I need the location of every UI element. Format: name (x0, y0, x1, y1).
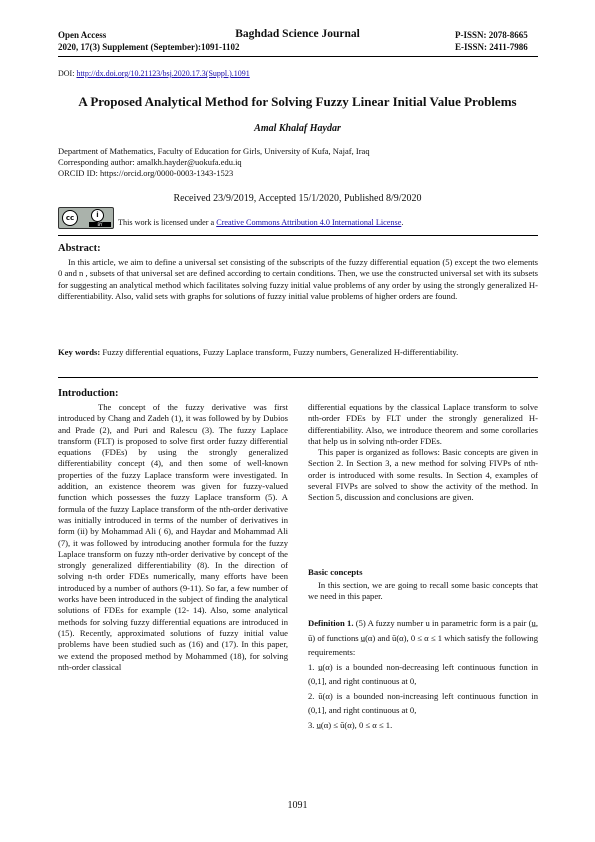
header-journal-name: Baghdad Science Journal (235, 28, 360, 40)
affiliation-department: Department of Mathematics, Faculty of Education for Girls, University of Kufa, Najaf, Iraq (58, 146, 370, 156)
intro-paragraph-1: The concept of the fuzzy derivative was first introduced by Chang and Zadeh (1), it was followed by by Dubios and Prade (2), and Puri and Ralescu (3). The fuzzy Laplace transform (FLT) is proposed to solve first order fuzzy differential equations (FDEs) by using the strongly generalized differentiability concept (4), and then some of well-known properties of the fuzzy Laplace transform were investigated. In addition, an existence theorem was given for fuzzy-valued function which possesses the fuzzy Laplace transform (5). A formula of the fuzzy Laplace transform of the nth-order derivative was initially introduced in terms of the number of derivatives in form (ii) by Mohammad Ali ( 6), and Haydar and Mohammad Ali (7), it was followed by introducing another formula for the fuzzy Laplace transform on fuzzy nth-order derivative by concept of the strongly generalized differentiability (8). In the direction of solving n-th order FDEs numerically, many efforts have been introduced by a number of authors (9-11). So far, a few number of works have been introduced in the subject of finding the analytical solutions of FDEs for example (12- 14). Also, some analytical methods for solving fuzzy differential equations are introduced in (15). Recently, approximated solutions of fuzzy initial value problems have been studied such as (16) and (17). In this paper, we extend the proposed method by Mohammed (18), for solving nth-order classical (58, 402, 288, 672)
definition-1-intro: (5) A fuzzy number u in parametric form is a pair (u̲, ū) of functions u̲(α) and ū(α), 0 ≤ α ≤ 1 which satisfy the following requirements: (308, 618, 538, 657)
license-text (118, 218, 403, 227)
basic-concepts-heading: Basic concepts (308, 567, 363, 577)
definition-1-item-1: 1. u̲(α) is a bounded non-decreasing left continuous function in (0,1], and right continuous at 0, (308, 661, 538, 686)
keywords-text: Fuzzy differential equations, Fuzzy Laplace transform, Fuzzy numbers, Generalized H-differentiability. (100, 347, 459, 357)
definition-1-block (308, 616, 538, 732)
definition-1-item-2: 2. ū(α) is a bounded non-increasing left continuous function in (0,1], and right continuous at 0, (308, 690, 538, 715)
keywords-rule (58, 377, 538, 378)
header-rule (58, 56, 538, 57)
header-eissn: E-ISSN: 2411-7986 (455, 42, 528, 52)
orcid-id: ORCID ID: https://orcid.org/0000-0003-1343-1523 (58, 168, 234, 178)
license-link[interactable]: Creative Commons Attribution 4.0 International License (216, 218, 402, 227)
header-open-access: Open Access (58, 30, 107, 40)
license-rule (58, 235, 538, 236)
intro-paragraph-1-continued: differential equations by the classical Laplace transform to solve nth-order FDEs by FLT under the strongly generalized H-differentiability. Also, we introduce theorem and some corollaries that help us in solving nth-order FDEs. (308, 402, 538, 446)
right-column (308, 402, 538, 504)
keywords-line (58, 347, 538, 358)
doi-label: DOI: (58, 69, 75, 78)
received-dates: Received 23/9/2019, Accepted 15/1/2020, Published 8/9/2020 (173, 193, 422, 204)
license-prefix: This work is licensed under a (118, 218, 217, 227)
cc-by-license-icon[interactable] (58, 207, 114, 229)
definition-1-item-3: 3. u̲(α) ≤ ū(α), 0 ≤ α ≤ 1. (308, 719, 393, 730)
intro-paragraph-2: This paper is organized as follows: Basic concepts are given in Section 2. In Section 3, a new method for solving FIVPs of nth-order is introduced with some results. In Section 4, examples of several FIVPs are solved to show the activity of the method. In Section 5, discussion and conclusions are given. (308, 447, 538, 503)
introduction-heading: Introduction: (58, 388, 119, 399)
doi-line (58, 69, 250, 78)
attribution-icon: i (91, 209, 104, 222)
definition-1-label: Definition 1. (308, 618, 354, 628)
left-column (58, 402, 288, 673)
cc-icon: cc (62, 210, 78, 226)
corresponding-author: Corresponding author: amalkh.hayder@uokufa.edu.iq (58, 157, 242, 167)
header-volume-info: 2020, 17(3) Supplement (September):1091-1102 (58, 42, 240, 52)
doi-link[interactable]: http://dx.doi.org/10.21123/bsj.2020.17.3(Suppl.).1091 (76, 69, 250, 78)
author-name: Amal Khalaf Haydar (254, 123, 341, 134)
basic-concepts-text: In this section, we are going to recall some basic concepts that we need in this paper. (308, 580, 538, 602)
header-pissn: P-ISSN: 2078-8665 (455, 30, 528, 40)
abstract-heading: Abstract: (58, 243, 101, 254)
keywords-label: Key words: (58, 347, 101, 357)
paper-title: A Proposed Analytical Method for Solving Fuzzy Linear Initial Value Problems (78, 94, 517, 109)
by-label: BY (89, 222, 111, 227)
abstract-text: In this article, we aim to define a universal set consisting of the subscripts of the fuzzy differential equation (5) except the two elements 0 and n , subsets of that universal set are defined according to certain conditions. Then, we use the constructed universal set with its subsets for suggesting an analytical method which facilitates solving fuzzy initial value problems of any order by using the strongly generalized H-differentiability. Also, valid sets with graphs for solutions of fuzzy initial value problems of higher orders are found. (58, 257, 538, 301)
affiliation-block (58, 146, 538, 179)
page-number: 1091 (287, 800, 308, 811)
license-suffix: . (401, 218, 404, 227)
